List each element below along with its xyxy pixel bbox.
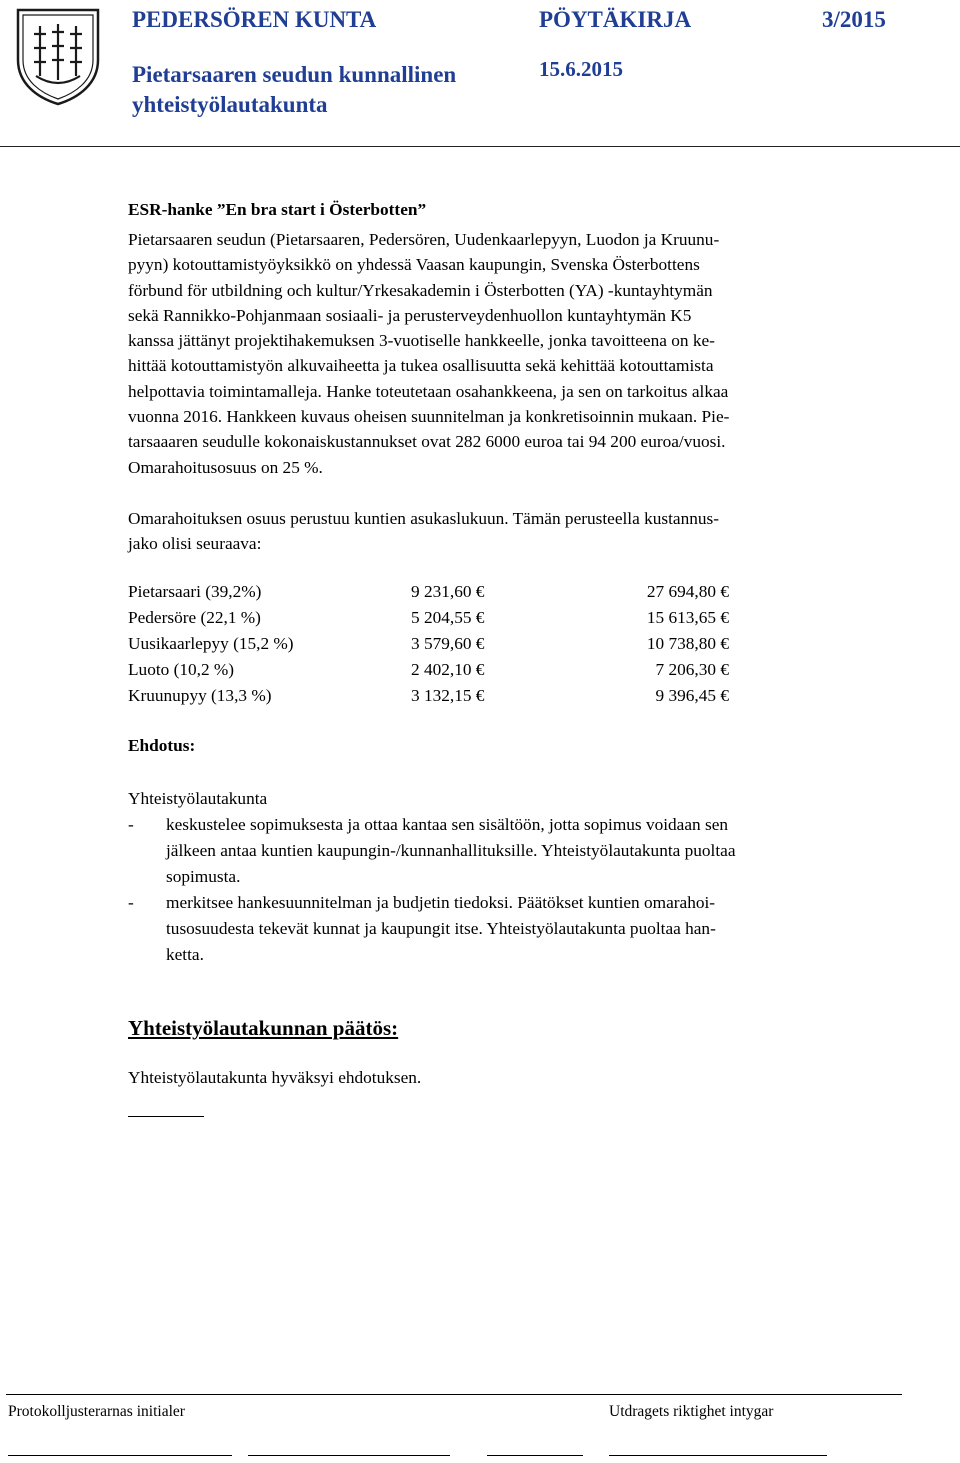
annual-share: 5 204,55 € — [411, 608, 485, 627]
municipality-name: Pedersöre (22,1 %) — [128, 608, 261, 627]
bullet-line: tusosuudesta tekevät kunnat ja kaupungit itse. Yhteistyölautakunta puoltaa han- — [166, 919, 716, 938]
paragraph-line: sekä Rannikko-Pohjanmaan sosiaali- ja perusterveydenhuollon kuntayhtymän K5 — [128, 305, 692, 325]
bullet-dash: - — [128, 893, 134, 912]
footer-divider — [6, 1394, 902, 1395]
document-number: 3/2015 — [822, 7, 886, 32]
paragraph-line: tarsaaaren seudulle kokonaiskustannukset ovat 282 6000 euroa tai 94 200 euroa/vuosi. — [128, 432, 726, 452]
bullet-line: ketta. — [166, 945, 204, 964]
project-description — [128, 227, 898, 480]
paragraph-line: förbund för utbildning och kultur/Yrkesakademin i Österbotten (YA) -kuntayhtymän — [128, 280, 713, 300]
proposal-subject: Yhteistyölautakunta — [128, 789, 268, 808]
municipality-name: Uusikaarlepyy (15,2 %) — [128, 634, 294, 653]
paragraph-line: pyyn) kotouttamistyöyksikkö on yhdessä Vaasan kaupungin, Svenska Österbottens — [128, 255, 700, 275]
municipality-name: Luoto (10,2 %) — [128, 660, 235, 679]
paragraph-line: hittää kotouttamistyön alkuvaiheetta ja tukea osallisuutta sekä kehittää kotouttamista — [128, 356, 714, 376]
bullet-line: merkitsee hankesuunnitelman ja budjetin tiedoksi. Päätökset kuntien omarahoi- — [166, 893, 716, 912]
paragraph-line: Omarahoituksen osuus perustuu kuntien asukaslukuun. Tämän perusteella kustannus- — [128, 509, 719, 528]
decision-end-rule — [128, 1116, 204, 1117]
cost-split-intro — [128, 506, 898, 557]
bullet-line: keskustelee sopimuksesta ja ottaa kantaa sen sisältöön, jotta sopimus voidaan sen — [166, 815, 729, 834]
document-type: PÖYTÄKIRJA — [539, 7, 692, 32]
list-item — [128, 812, 898, 890]
committee-name-line2: yhteistyölautakunta — [132, 92, 328, 117]
certified-signature-line — [609, 1455, 827, 1456]
paragraph-line: helpottavia toimintamalleja. Hanke toteutetaan osahankkeena, ja sen on tarkoitus alkaa — [128, 381, 729, 401]
annual-share: 3 579,60 € — [411, 634, 485, 653]
paragraph-line: vuonna 2016. Hankkeen kuvaus oheisen suunnitelman ja konkretisoinnin mukaan. Pie- — [128, 407, 730, 427]
municipality-name: Kruunupyy (13,3 %) — [128, 686, 272, 705]
initials-signature-line — [248, 1455, 450, 1456]
total-share: 27 694,80 € — [646, 582, 729, 601]
section-title: ESR-hanke ”En bra start i Österbotten” — [128, 200, 427, 219]
paragraph-line: jako olisi seuraava: — [128, 534, 262, 554]
committee-name-line1: Pietarsaaren seudun kunnallinen — [132, 62, 457, 87]
paragraph-line: kanssa jättänyt projektihakemuksen 3-vuotiselle hankkeelle, jonka tavoitteena on ke- — [128, 331, 715, 351]
total-share: 9 396,45 € — [655, 686, 729, 705]
annual-share: 2 402,10 € — [411, 660, 485, 679]
paragraph-line: Pietarsaaren seudun (Pietarsaaren, Pedersören, Uudenkaarlepyyn, Luodon ja Kruunu- — [128, 230, 720, 249]
municipal-coat-of-arms-icon — [6, 4, 110, 108]
total-share: 10 738,80 € — [646, 634, 729, 653]
header-divider — [0, 146, 960, 147]
decision-heading: Yhteistyölautakunnan päätös: — [128, 1016, 399, 1040]
decision-text: Yhteistyölautakunta hyväksyi ehdotuksen. — [128, 1068, 422, 1087]
certified-label: Utdragets riktighet intygar — [609, 1403, 774, 1420]
initials-signature-line — [487, 1455, 583, 1456]
municipality-name: Pietarsaari (39,2%) — [128, 582, 262, 601]
meeting-date: 15.6.2015 — [539, 57, 623, 81]
paragraph-line: Omarahoitusosuus on 25 %. — [128, 457, 323, 477]
total-share: 7 206,30 € — [655, 660, 729, 679]
bullet-line: jälkeen antaa kuntien kaupungin-/kunnanhallituksille. Yhteistyölautakunta puoltaa — [166, 841, 736, 860]
bullet-line: sopimusta. — [166, 867, 241, 886]
annual-share: 3 132,15 € — [411, 686, 485, 705]
proposal-heading: Ehdotus: — [128, 736, 196, 755]
list-item — [128, 890, 898, 968]
initials-signature-line — [8, 1455, 232, 1456]
bullet-dash: - — [128, 815, 134, 834]
annual-share: 9 231,60 € — [411, 582, 485, 601]
proposal-body — [128, 786, 898, 968]
initials-label: Protokolljusterarnas initialer — [8, 1403, 185, 1420]
total-share: 15 613,65 € — [646, 608, 729, 627]
org-name: PEDERSÖREN KUNTA — [132, 7, 377, 32]
